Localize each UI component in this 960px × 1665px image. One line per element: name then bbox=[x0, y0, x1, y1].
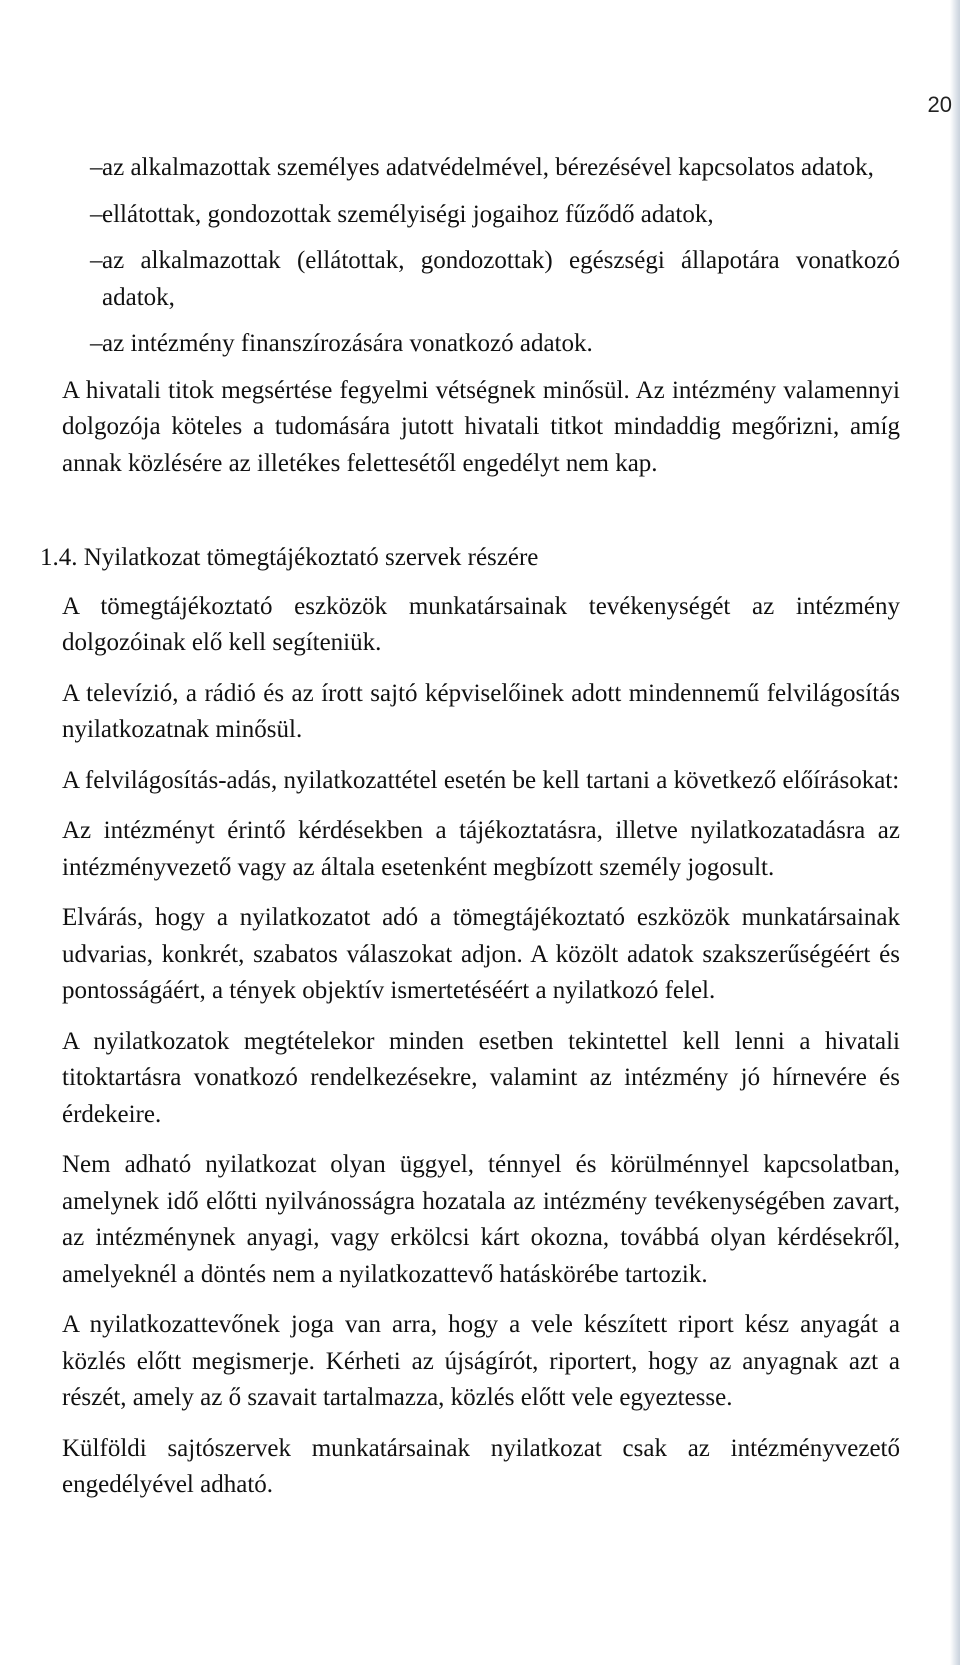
dash-bullet: – bbox=[90, 330, 103, 357]
page-edge bbox=[950, 0, 960, 1665]
section-paragraph: Az intézményt érintő kérdésekben a tájékoztatásra, illetve nyilatkozatadásra az intézményvezető vagy az általa esetenként megbízott személy jogosult. bbox=[62, 817, 900, 881]
section-paragraph: A nyilatkozatok megtételekor minden esetben tekintettel kell lenni a hivatali titoktartásra vonatkozó rendelkezésekre, valamint az intézmény jó hírnevére és érdekeire. bbox=[62, 1027, 900, 1128]
section-paragraph: A nyilatkozattevőnek joga van arra, hogy a vele készített riport kész anyagát a közlés előtt megismerje. Kérheti az újságírót, riportert, hogy az anyagnak azt a részét, amely az ő szavait tartalmazza, közlés előtt vele egyeztesse. bbox=[62, 1311, 900, 1411]
list-item bbox=[62, 326, 900, 363]
section-paragraph: Nem adható nyilatkozat olyan üggyel, ténnyel és körülménnyel kapcsolatban, amelynek idő előtti nyilvánosságra hozatala az intézmény tevékenységében zavart, az intézménynek anyagi, vagy erkölcsi kárt okozna, továbbá olyan kérdésekről, amelyeknél a döntés nem a nyilatkozattevő hatáskörébe tartozik. bbox=[62, 1151, 900, 1288]
dash-bullet: – bbox=[90, 247, 103, 274]
document-body bbox=[40, 150, 900, 1518]
section-paragraph: A felvilágosítás-adás, nyilatkozattétel esetén be kell tartani a következő előírásokat: bbox=[62, 766, 900, 794]
section-paragraph: Elvárás, hogy a nyilatkozatot adó a tömegtájékoztató eszközök munkatársainak udvarias, konkrét, szabatos válaszokat adjon. A közölt adatok szakszerűségéért és pontosságáért, a tények objektív ismertetéséért a nyilatkozó felel. bbox=[62, 904, 900, 1004]
page-number: 20 bbox=[927, 92, 952, 117]
list-item-text: ellátottak, gondozottak személyiségi jogaihoz fűződő adatok, bbox=[102, 200, 714, 228]
section-paragraph: Külföldi sajtószervek munkatársainak nyilatkozat csak az intézményvezető engedélyével adható. bbox=[62, 1434, 900, 1498]
list-item bbox=[62, 243, 900, 316]
dash-bullet: – bbox=[90, 154, 103, 181]
list-item-text: az alkalmazottak (ellátottak, gondozottak) egészségi állapotára vonatkozó adatok, bbox=[102, 247, 900, 311]
section-paragraph: A televízió, a rádió és az írott sajtó képviselőinek adott mindennemű felvilágosítás nyilatkozatnak minősül. bbox=[62, 679, 900, 743]
data-category-list bbox=[62, 150, 900, 363]
list-item-text: az alkalmazottak személyes adatvédelmével, bérezésével kapcsolatos adatok, bbox=[102, 154, 874, 181]
list-item-text: az intézmény finanszírozására vonatkozó adatok. bbox=[102, 330, 593, 357]
section-heading: 1.4. Nyilatkozat tömegtájékoztató szervek részére bbox=[40, 544, 539, 571]
list-item bbox=[62, 150, 900, 187]
dash-bullet: – bbox=[90, 200, 103, 228]
section-paragraph: A tömegtájékoztató eszközök munkatársainak tevékenységét az intézmény dolgozóinak elő kell segíteniük. bbox=[62, 592, 900, 656]
intro-paragraph: A hivatali titok megsértése fegyelmi vétségnek minősül. Az intézmény valamennyi dolgozója köteles a tudomására jutott hivatali titkot mindaddig megőrizni, amíg annak közlésére az illetékes felettesétől engedélyt nem kap. bbox=[62, 376, 900, 477]
list-item bbox=[62, 197, 900, 234]
